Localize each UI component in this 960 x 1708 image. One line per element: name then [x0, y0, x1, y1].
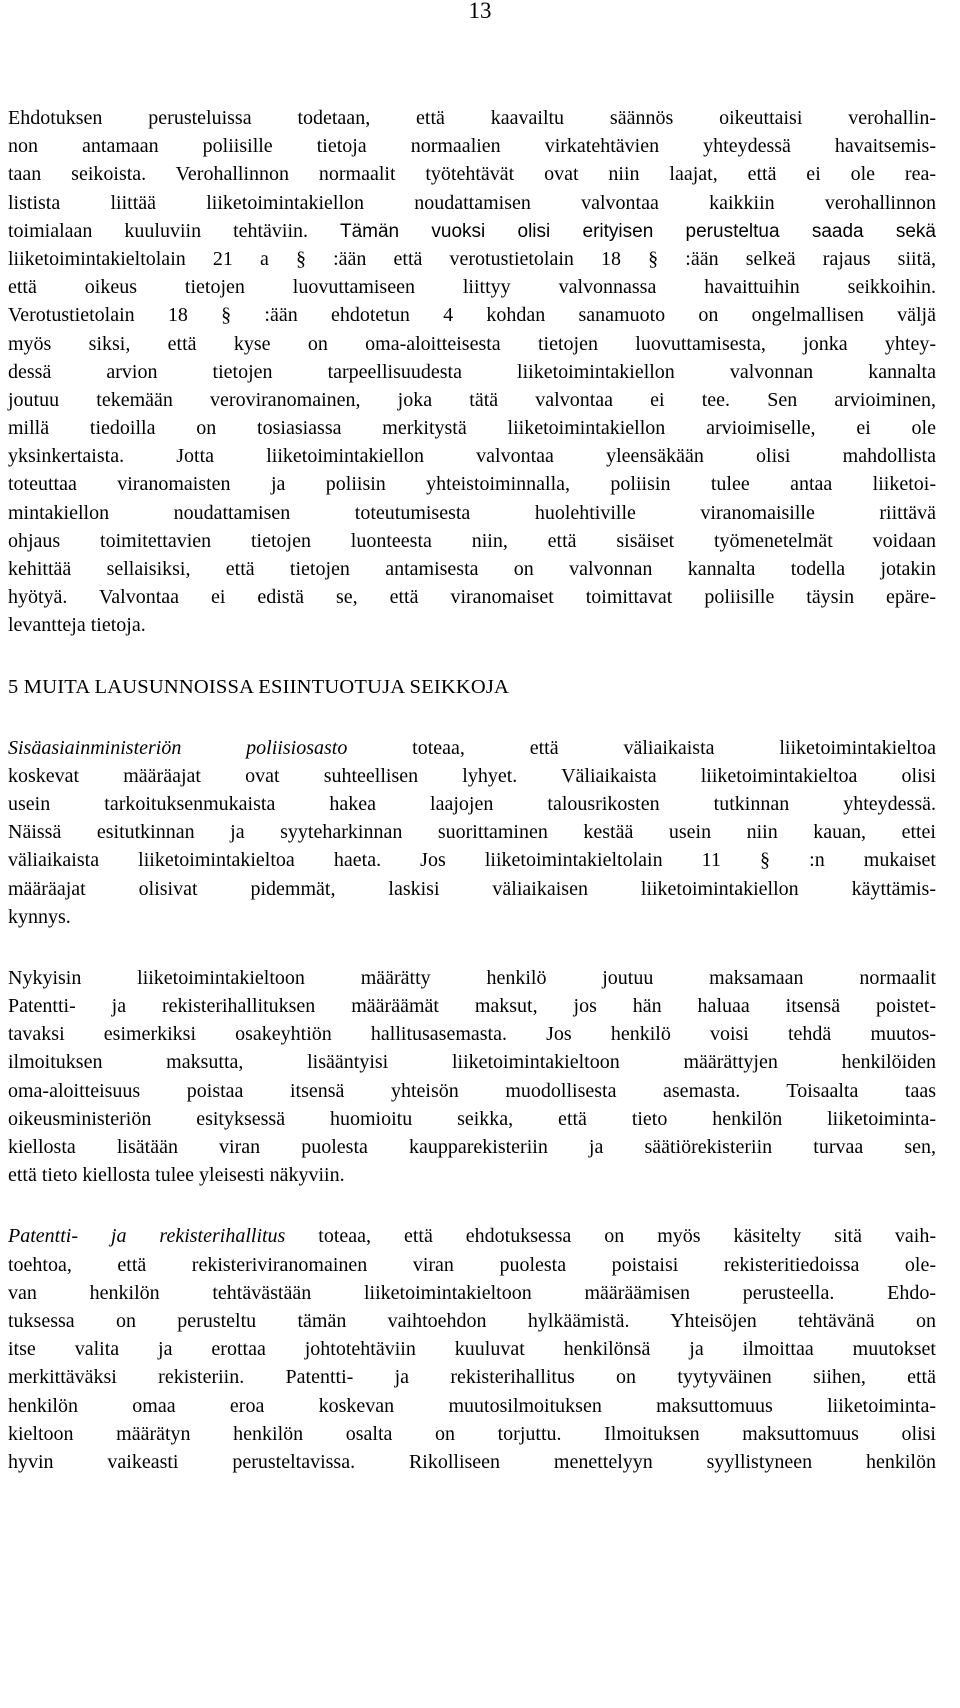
text-line: hyötyä. Valvontaa ei edistä se, että viranomaiset toimittavat poliisille täysin epäre- — [8, 586, 936, 609]
text-line: dessä arvion tietojen tarpeellisuudesta liiketoimintakiellon valvonnan kannalta — [8, 360, 936, 383]
text-line-mixed-font — [0, 217, 960, 245]
text-segment: toteaa, että ehdotuksessa on myös käsitelty sitä vaih- — [285, 1225, 936, 1248]
text-line: Ehdotuksen perusteluissa todetaan, että kaavailtu säännös oikeuttaisi verohallin- — [8, 107, 936, 129]
text-line: non antamaan poliisille tietoja normaalien virkatehtävien yhteydessä havaitsemis- — [8, 135, 936, 158]
text-line — [0, 1222, 960, 1250]
text-line: kehittää sellaisiksi, että tietojen antamisesta on valvonnan kannalta todella jotakin — [8, 558, 936, 580]
text-line: tavaksi esimerkiksi osakeyhtiön hallitusasemasta. Jos henkilö voisi tehdä muutos- — [8, 1023, 936, 1046]
text-line: usein tarkoituksenmukaista hakea laajojen talousrikosten tutkinnan yhteydessä. — [8, 792, 936, 815]
text-line: Nykyisin liiketoimintakieltoon määrätty henkilö joutuu maksamaan normaalit — [8, 966, 936, 989]
text-line: oma-aloitteisuus poistaa itsensä yhteisön muodollisesta asemasta. Toisaalta taas — [8, 1079, 936, 1102]
text-line: yksinkertaista. Jotta liiketoimintakiellon valvontaa yleensäkään olisi mahdollista — [8, 445, 936, 468]
text-line: henkilön omaa eroa koskevan muutosilmoituksen maksuttomuus liiketoiminta- — [8, 1394, 936, 1417]
organization-name: Patentti- ja rekisterihallitus — [8, 1225, 286, 1248]
page-number: 13 — [468, 0, 492, 23]
text-line: koskevat määräajat ovat suhteellisen lyhyet. Väliaikaista liiketoimintakieltoa olisi — [8, 764, 936, 787]
text-line: merkittäväksi rekisteriin. Patentti- ja rekisterihallitus on tyytyväinen siihen, että — [8, 1366, 936, 1389]
text-line: Verotustietolain 18 § :ään ehdotetun 4 kohdan sanamuoto on ongelmallisen väljä — [8, 304, 936, 327]
text-line: mintakiellon noudattamisen toteutumisesta huolehtiville viranomaisille riittävä — [8, 501, 936, 524]
text-line: toteuttaa viranomaisten ja poliisin yhteistoiminnalla, poliisin tulee antaa liiketoi- — [8, 473, 936, 496]
document-body — [0, 104, 960, 1509]
text-line: määräajat olisivat pidemmät, laskisi väliaikaisen liiketoimintakiellon käyttämis- — [8, 877, 936, 900]
text-line: liiketoimintakieltolain 21 a § :ään että verotustietolain 18 § :ään selkeä rajaus siitä, — [8, 247, 936, 270]
organization-name: Sisäasiainministeriön poliisiosasto — [8, 736, 348, 759]
text-line: toehtoa, että rekisteriviranomainen viran puolesta poistaisi rekisteritiedoissa ole- — [8, 1253, 936, 1276]
text-line: van henkilön tehtävästään liiketoimintakieltoon määräämisen perusteella. Ehdo- — [8, 1281, 936, 1304]
text-line: väliaikaista liiketoimintakieltoa haeta. Jos liiketoimintakieltolain 11 § :n mukaiset — [8, 849, 936, 872]
text-line: kiellosta lisätään viran puolesta kaupparekisteriin ja säätiörekisteriin turvaa sen, — [8, 1136, 936, 1158]
text-line: joutuu tekemään veroviranomainen, joka tätä valvontaa ei tee. Sen arvioiminen, — [8, 388, 936, 411]
text-line: että oikeus tietojen luovuttamiseen liittyy valvonnassa havaittuihin seikkoihin. — [8, 276, 936, 299]
text-line — [0, 734, 960, 762]
text-line: itse valita ja erottaa johtotehtäviin kuuluvat henkilönsä ja ilmoittaa muutokset — [8, 1338, 936, 1361]
text-line: tuksessa on perusteltu tämän vaihtoehdon hylkäämistä. Yhteisöjen tehtävänä on — [8, 1309, 936, 1332]
text-line: että tieto kiellosta tulee yleisesti näkyviin. — [8, 1164, 345, 1187]
paragraph-2 — [0, 734, 960, 931]
text-line: ilmoituksen maksutta, lisääntyisi liiketoimintakieltoon määrättyjen henkilöiden — [8, 1051, 936, 1074]
text-line: listista liittää liiketoimintakiellon noudattamisen valvontaa kaikkiin verohallinnon — [8, 191, 936, 214]
text-line: oikeusministeriön esityksessä huomioitu seikka, että tieto henkilön liiketoiminta- — [8, 1107, 936, 1130]
text-segment-serif: toimialaan kuuluviin tehtäviin. — [8, 219, 309, 242]
text-line: taan seikoista. Verohallinnon normaalit työtehtävät ovat niin laajat, että ei ole rea- — [8, 163, 936, 186]
text-line: hyvin vaikeasti perusteltavissa. Rikolliseen menettelyyn syyllistyneen henkilön — [8, 1450, 936, 1473]
text-line: millä tiedoilla on tosiasiassa merkitystä liiketoimintakiellon arvioimiselle, ei ole — [8, 417, 936, 440]
text-line: kieltoon määrätyn henkilön osalta on torjuttu. Ilmoituksen maksuttomuus olisi — [8, 1422, 936, 1445]
section-heading: 5 MUITA LAUSUNNOISSA ESIINTUOTUJA SEIKKOJA — [8, 675, 510, 698]
text-line: levantteja tietoja. — [8, 614, 146, 637]
paragraph-1 — [0, 104, 960, 640]
text-line: Näissä esitutkinnan ja syyteharkinnan suorittaminen kestää usein niin kauan, ettei — [8, 821, 936, 844]
text-segment: toteaa, että väliaikaista liiketoimintakieltoa — [347, 736, 936, 759]
text-line: kynnys. — [8, 905, 71, 928]
text-line: Patentti- ja rekisterihallituksen määräämät maksut, jos hän haluaa itsensä poistet- — [8, 995, 936, 1018]
text-line: ohjaus toimitettavien tietojen luonteesta niin, että sisäiset työmenetelmät voidaan — [8, 529, 936, 552]
paragraph-3 — [0, 964, 960, 1190]
text-segment-sans: Tämän vuoksi olisi erityisen perusteltua saada sekä — [308, 220, 936, 242]
text-line: myös siksi, että kyse on oma-aloitteisesta tietojen luovuttamisesta, jonka yhtey- — [8, 332, 936, 355]
paragraph-4 — [0, 1222, 960, 1476]
